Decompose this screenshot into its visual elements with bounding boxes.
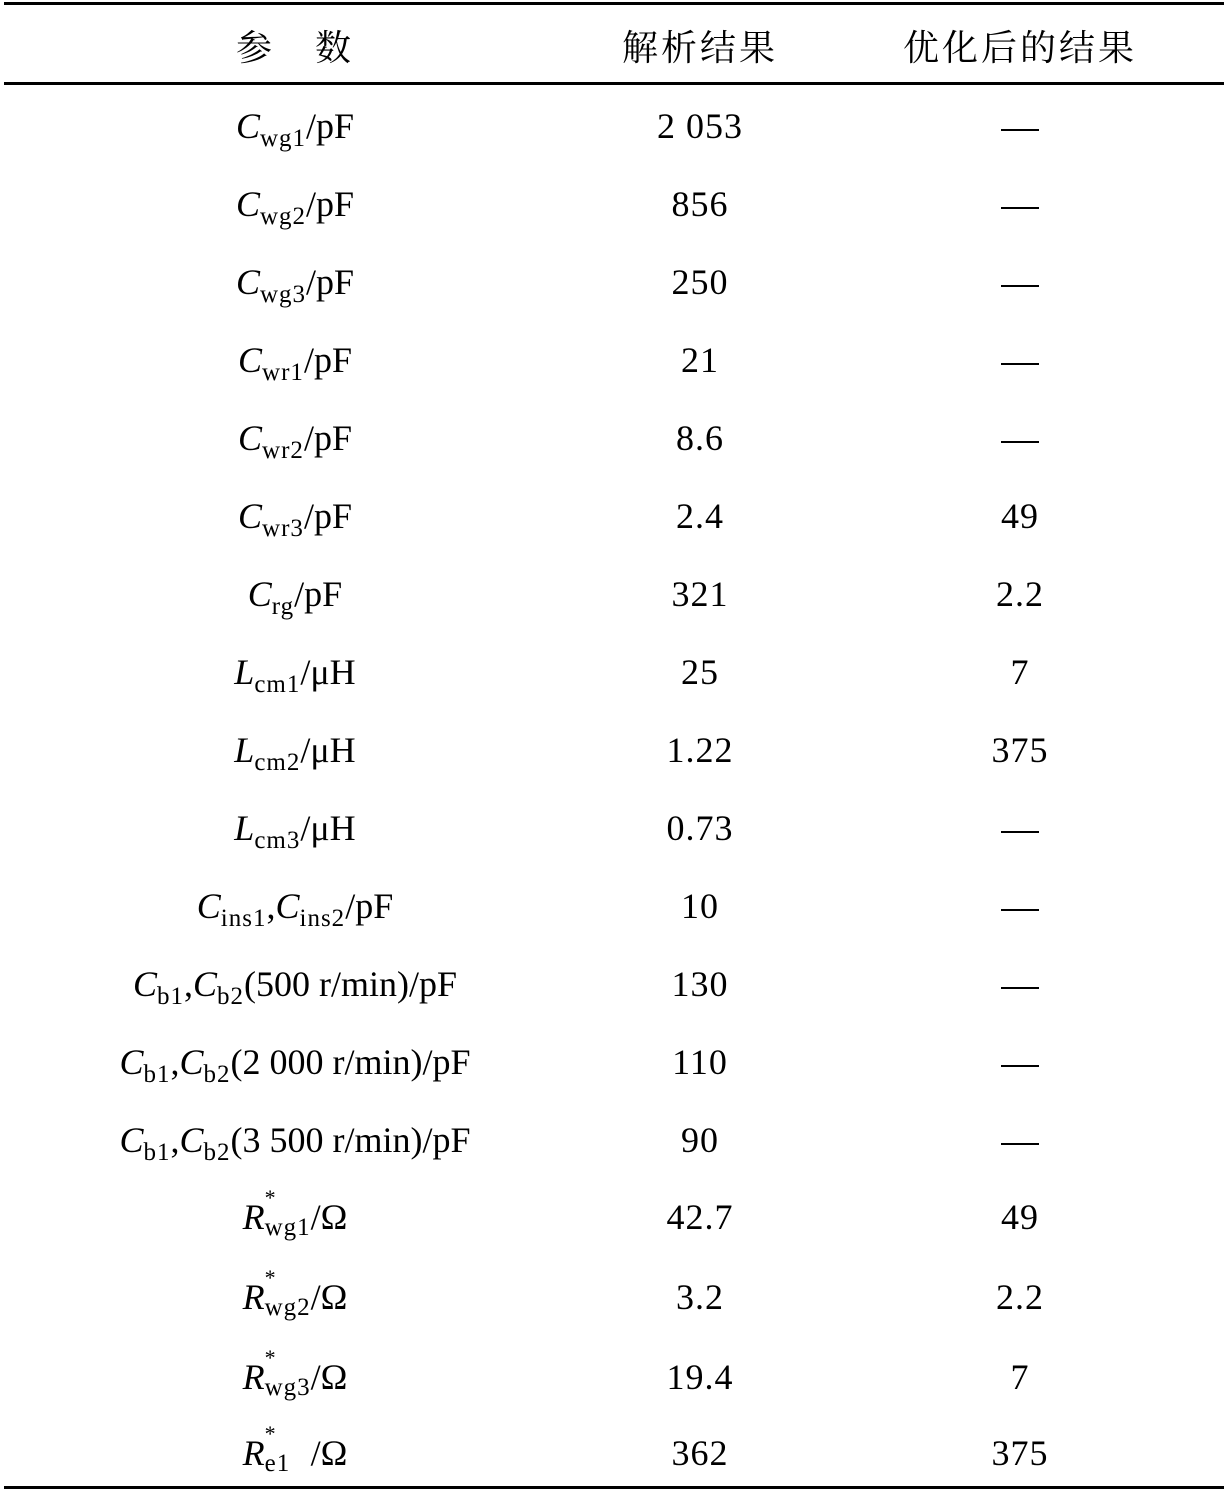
param-subscript: rg	[271, 593, 295, 620]
optimized-dash	[1001, 987, 1039, 989]
param-symbol: C	[235, 106, 260, 146]
optimized-value-cell	[920, 1258, 1120, 1336]
param-subscript: b1	[143, 1139, 171, 1166]
table-bottom-rule	[4, 1486, 1224, 1489]
analytic-value-cell: 25	[681, 652, 719, 692]
param-unit: /pF	[303, 418, 352, 458]
param-symbol: C	[196, 886, 221, 926]
header-analytic-result: 解析结果	[621, 28, 778, 69]
optimized-value-cell	[920, 633, 1120, 711]
table-row	[0, 945, 1226, 1023]
parameter-cell	[60, 789, 530, 867]
optimized-value: 2.2	[996, 1277, 1044, 1317]
optimized-value: 375	[991, 730, 1049, 770]
parameter-cell	[60, 321, 530, 399]
analytic-value-cell: 42.7	[666, 1197, 734, 1237]
table-row	[0, 243, 1226, 321]
param-subscript-2: b2	[203, 1139, 231, 1166]
param-subscript: wr2	[262, 437, 304, 464]
optimized-value-cell	[920, 867, 1120, 945]
optimized-value: 375	[991, 1433, 1049, 1473]
param-unit: /pF	[306, 262, 355, 302]
optimized-dash	[1001, 1065, 1039, 1067]
param-subscript: wg2	[259, 203, 307, 230]
param-unit: (2 000 r/min)/pF	[230, 1042, 471, 1082]
optimized-value: 49	[1001, 1197, 1039, 1237]
param-symbol-2: C	[275, 886, 300, 926]
optimized-dash	[1001, 363, 1039, 365]
param-symbol: C	[238, 340, 263, 380]
param-unit: /Ω	[310, 1277, 348, 1317]
parameter-cell	[60, 477, 530, 555]
param-subscript: cm1	[254, 671, 301, 698]
param-separator: ,	[184, 964, 193, 1004]
param-unit: /pF	[306, 184, 355, 224]
analytic-value-cell: 856	[671, 184, 729, 224]
analytic-value-cell: 1.22	[666, 730, 734, 770]
param-symbol: C	[119, 1120, 144, 1160]
table-row	[0, 1338, 1226, 1416]
parameter-cell	[60, 243, 530, 321]
table-row	[0, 555, 1226, 633]
table-row	[0, 87, 1226, 165]
optimized-value-cell	[920, 87, 1120, 165]
parameter-cell	[60, 1258, 530, 1336]
param-supsub	[264, 1185, 311, 1241]
param-symbol-2: C	[179, 1042, 204, 1082]
param-unit: /pF	[294, 574, 343, 614]
parameter-cell	[60, 633, 530, 711]
param-symbol: C	[235, 184, 260, 224]
param-star: *	[264, 1265, 276, 1290]
param-subscript: ins1	[220, 905, 267, 932]
param-unit: /Ω	[310, 1197, 348, 1237]
param-subscript: e1	[264, 1450, 291, 1477]
optimized-value-cell	[920, 555, 1120, 633]
param-symbol: C	[119, 1042, 144, 1082]
param-symbol: C	[238, 496, 263, 536]
param-unit: /pF	[306, 106, 355, 146]
optimized-value-cell	[920, 1101, 1120, 1179]
optimized-value: 7	[1010, 652, 1030, 692]
optimized-dash	[1001, 441, 1039, 443]
param-subscript-2: ins2	[299, 905, 346, 932]
analytic-value-cell: 8.6	[676, 418, 724, 458]
param-separator: ,	[266, 886, 276, 926]
optimized-value-cell	[920, 477, 1120, 555]
optimized-value-cell	[920, 243, 1120, 321]
optimized-value-cell	[920, 789, 1120, 867]
param-separator: ,	[170, 1120, 180, 1160]
param-symbol: L	[234, 808, 255, 848]
param-unit: /pF	[345, 886, 394, 926]
param-unit: /Ω	[310, 1433, 348, 1473]
param-symbol: L	[234, 730, 255, 770]
param-unit: /μH	[300, 730, 356, 770]
analytic-value-cell: 362	[671, 1433, 729, 1473]
param-unit: /pF	[303, 340, 352, 380]
optimized-value-cell	[920, 1338, 1120, 1416]
optimized-value-cell	[920, 165, 1120, 243]
parameter-cell	[60, 945, 530, 1023]
table-row	[0, 1023, 1226, 1101]
param-symbol: L	[234, 652, 255, 692]
param-subscript: b1	[143, 1061, 171, 1088]
parameter-cell	[60, 1023, 530, 1101]
param-subscript-2: b2	[217, 983, 245, 1010]
optimized-value-cell	[920, 399, 1120, 477]
analytic-value-cell: 321	[671, 574, 729, 614]
table-row	[0, 1178, 1226, 1256]
param-subscript: wr1	[262, 359, 304, 386]
param-subscript: b1	[157, 983, 184, 1010]
param-subscript: wr3	[262, 515, 304, 542]
param-subscript: wg3	[264, 1374, 311, 1401]
table-header	[0, 0, 1226, 84]
param-subscript: wg2	[264, 1294, 311, 1321]
table-row	[0, 633, 1226, 711]
table-row	[0, 399, 1226, 477]
analytic-value-cell: 110	[672, 1042, 728, 1082]
param-separator: ,	[170, 1042, 180, 1082]
parameter-cell	[60, 555, 530, 633]
param-unit: /pF	[303, 496, 352, 536]
param-subscript: cm3	[254, 827, 301, 854]
optimized-value-cell	[920, 1023, 1120, 1101]
optimized-dash	[1001, 207, 1039, 209]
optimized-value-cell	[920, 321, 1120, 399]
analytic-value-cell: 2.4	[676, 496, 724, 536]
parameter-cell	[60, 1178, 530, 1256]
param-star: *	[264, 1421, 276, 1446]
table-row	[0, 1258, 1226, 1336]
header-parameter: 参 数	[235, 28, 355, 69]
optimized-value: 2.2	[996, 574, 1044, 614]
param-symbol: C	[132, 964, 157, 1004]
param-unit: /μH	[300, 652, 356, 692]
table-row	[0, 165, 1226, 243]
param-symbol: R	[242, 1277, 265, 1317]
param-symbol: C	[238, 418, 263, 458]
table-header-rule	[4, 82, 1224, 85]
table-row	[0, 711, 1226, 789]
param-symbol-2: C	[179, 1120, 204, 1160]
param-unit: (3 500 r/min)/pF	[230, 1120, 471, 1160]
table-row	[0, 867, 1226, 945]
analytic-value-cell: 2 053	[657, 106, 743, 146]
param-supsub	[264, 1265, 311, 1321]
analytic-value-cell: 250	[671, 262, 729, 302]
param-subscript: cm2	[254, 749, 301, 776]
param-symbol-2: C	[193, 964, 218, 1004]
param-symbol: C	[235, 262, 260, 302]
analytic-value-cell: 90	[681, 1120, 719, 1160]
param-symbol: R	[242, 1197, 265, 1237]
optimized-dash	[1001, 831, 1039, 833]
optimized-dash	[1001, 129, 1039, 131]
param-star: *	[264, 1185, 276, 1210]
optimized-dash	[1001, 909, 1039, 911]
param-subscript: wg3	[259, 281, 307, 308]
param-unit: /Ω	[310, 1357, 348, 1397]
param-unit: /μH	[300, 808, 356, 848]
parameter-cell	[60, 87, 530, 165]
optimized-value-cell	[920, 711, 1120, 789]
analytic-value-cell: 10	[681, 886, 719, 926]
analytic-value-cell: 19.4	[666, 1357, 734, 1397]
parameter-cell	[60, 867, 530, 945]
parameter-cell	[60, 1414, 530, 1492]
table-row	[0, 1414, 1226, 1492]
param-supsub	[264, 1345, 311, 1401]
parameter-cell	[60, 399, 530, 477]
optimized-value-cell	[920, 945, 1120, 1023]
header-optimized-result: 优化后的结果	[902, 28, 1137, 69]
parameter-cell	[60, 1338, 530, 1416]
param-subscript: wg1	[264, 1214, 311, 1241]
optimized-value: 7	[1010, 1357, 1030, 1397]
param-symbol: R	[242, 1357, 265, 1397]
param-symbol: R	[242, 1433, 265, 1473]
table-row	[0, 321, 1226, 399]
analytic-value-cell: 130	[671, 964, 729, 1004]
table-row	[0, 1101, 1226, 1179]
analytic-value-cell: 3.2	[676, 1277, 724, 1317]
optimized-dash	[1001, 285, 1039, 287]
table-row	[0, 789, 1226, 867]
param-symbol: C	[247, 574, 272, 614]
parameter-cell	[60, 1101, 530, 1179]
param-subscript-2: b2	[203, 1061, 231, 1088]
parameter-cell	[60, 165, 530, 243]
param-subscript: wg1	[259, 125, 307, 152]
optimized-value-cell	[920, 1178, 1120, 1256]
param-star: *	[264, 1345, 276, 1370]
parameter-cell	[60, 711, 530, 789]
param-unit: (500 r/min)/pF	[244, 964, 458, 1004]
param-supsub	[264, 1421, 311, 1477]
analytic-value-cell: 0.73	[666, 808, 734, 848]
table-row	[0, 477, 1226, 555]
analytic-value-cell: 21	[681, 340, 719, 380]
optimized-value: 49	[1001, 496, 1039, 536]
optimized-value-cell	[920, 1414, 1120, 1492]
optimized-dash	[1001, 1143, 1039, 1145]
